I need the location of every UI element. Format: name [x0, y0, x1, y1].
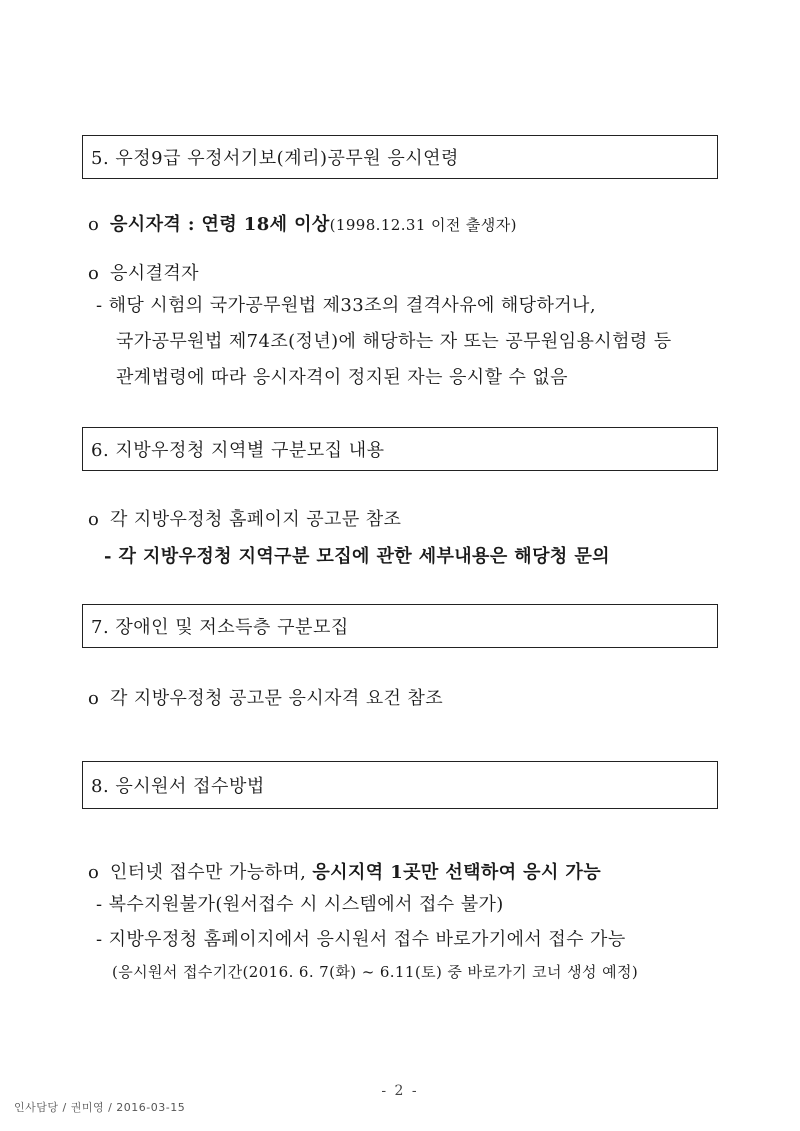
disqualified-detail-2: 국가공무원법 제74조(정년)에 해당하는 자 또는 공무원임용시험령 등	[116, 331, 672, 352]
page-number: - 2 -	[381, 1083, 419, 1099]
eligibility-age-line	[88, 210, 517, 236]
disqualified-detail-3: 관계법령에 따라 응시자격이 정지된 자는 응시할 수 없음	[116, 367, 568, 388]
regional-inquiry-note: - 각 지방우정청 지역구분 모집에 관한 세부내용은 해당청 문의	[104, 546, 610, 567]
eligibility-age-bold: 응시자격 : 연령 18세 이상	[110, 214, 330, 235]
no-multiple-application: - 복수지원불가(원서접수 시 시스템에서 접수 불가)	[96, 894, 504, 915]
disqualified-detail-1: - 해당 시험의 국가공무원법 제33조의 결격사유에 해당하거나,	[96, 295, 596, 316]
regional-homepage-line	[88, 505, 401, 531]
section-8-title: 8. 응시원서 접수방법	[91, 776, 265, 797]
section-5-title: 5. 우정9급 우정서기보(계리)공무원 응시연령	[91, 148, 459, 169]
disabled-lowincome-text: 각 지방우정청 공고문 응시자격 요건 참조	[110, 688, 444, 709]
internet-application-line	[88, 858, 601, 884]
section-7-heading	[82, 604, 718, 648]
bullet-marker: o	[88, 862, 100, 883]
bullet-marker: o	[88, 263, 100, 284]
homepage-shortcut-application: - 지방우정청 홈페이지에서 응시원서 접수 바로가기에서 접수 가능	[96, 929, 626, 950]
eligibility-age-note: (1998.12.31 이전 출생자)	[329, 216, 517, 234]
application-period-note: (응시원서 접수기간(2016. 6. 7(화) ~ 6.11(토) 중 바로가기 코너 생성 예정)	[112, 963, 639, 981]
disabled-lowincome-line	[88, 684, 443, 710]
bullet-marker: o	[88, 214, 100, 235]
bullet-marker: o	[88, 688, 100, 709]
section-6-title: 6. 지방우정청 지역별 구분모집 내용	[91, 440, 385, 461]
footer-stamp: 인사담당 / 권미영 / 2016-03-15	[14, 1101, 186, 1114]
section-5-heading	[82, 135, 718, 179]
internet-application-bold: 응시지역 1곳만 선택하여 응시 가능	[312, 862, 601, 883]
section-7-title: 7. 장애인 및 저소득층 구분모집	[91, 617, 349, 638]
regional-homepage-text: 각 지방우정청 홈페이지 공고문 참조	[110, 509, 402, 530]
bullet-marker: o	[88, 509, 100, 530]
disqualified-label: 응시결격자	[110, 263, 199, 284]
section-8-heading	[82, 761, 718, 809]
disqualified-line	[88, 259, 199, 285]
section-6-heading	[82, 427, 718, 471]
internet-application-text: 인터넷 접수만 가능하며,	[110, 862, 313, 883]
